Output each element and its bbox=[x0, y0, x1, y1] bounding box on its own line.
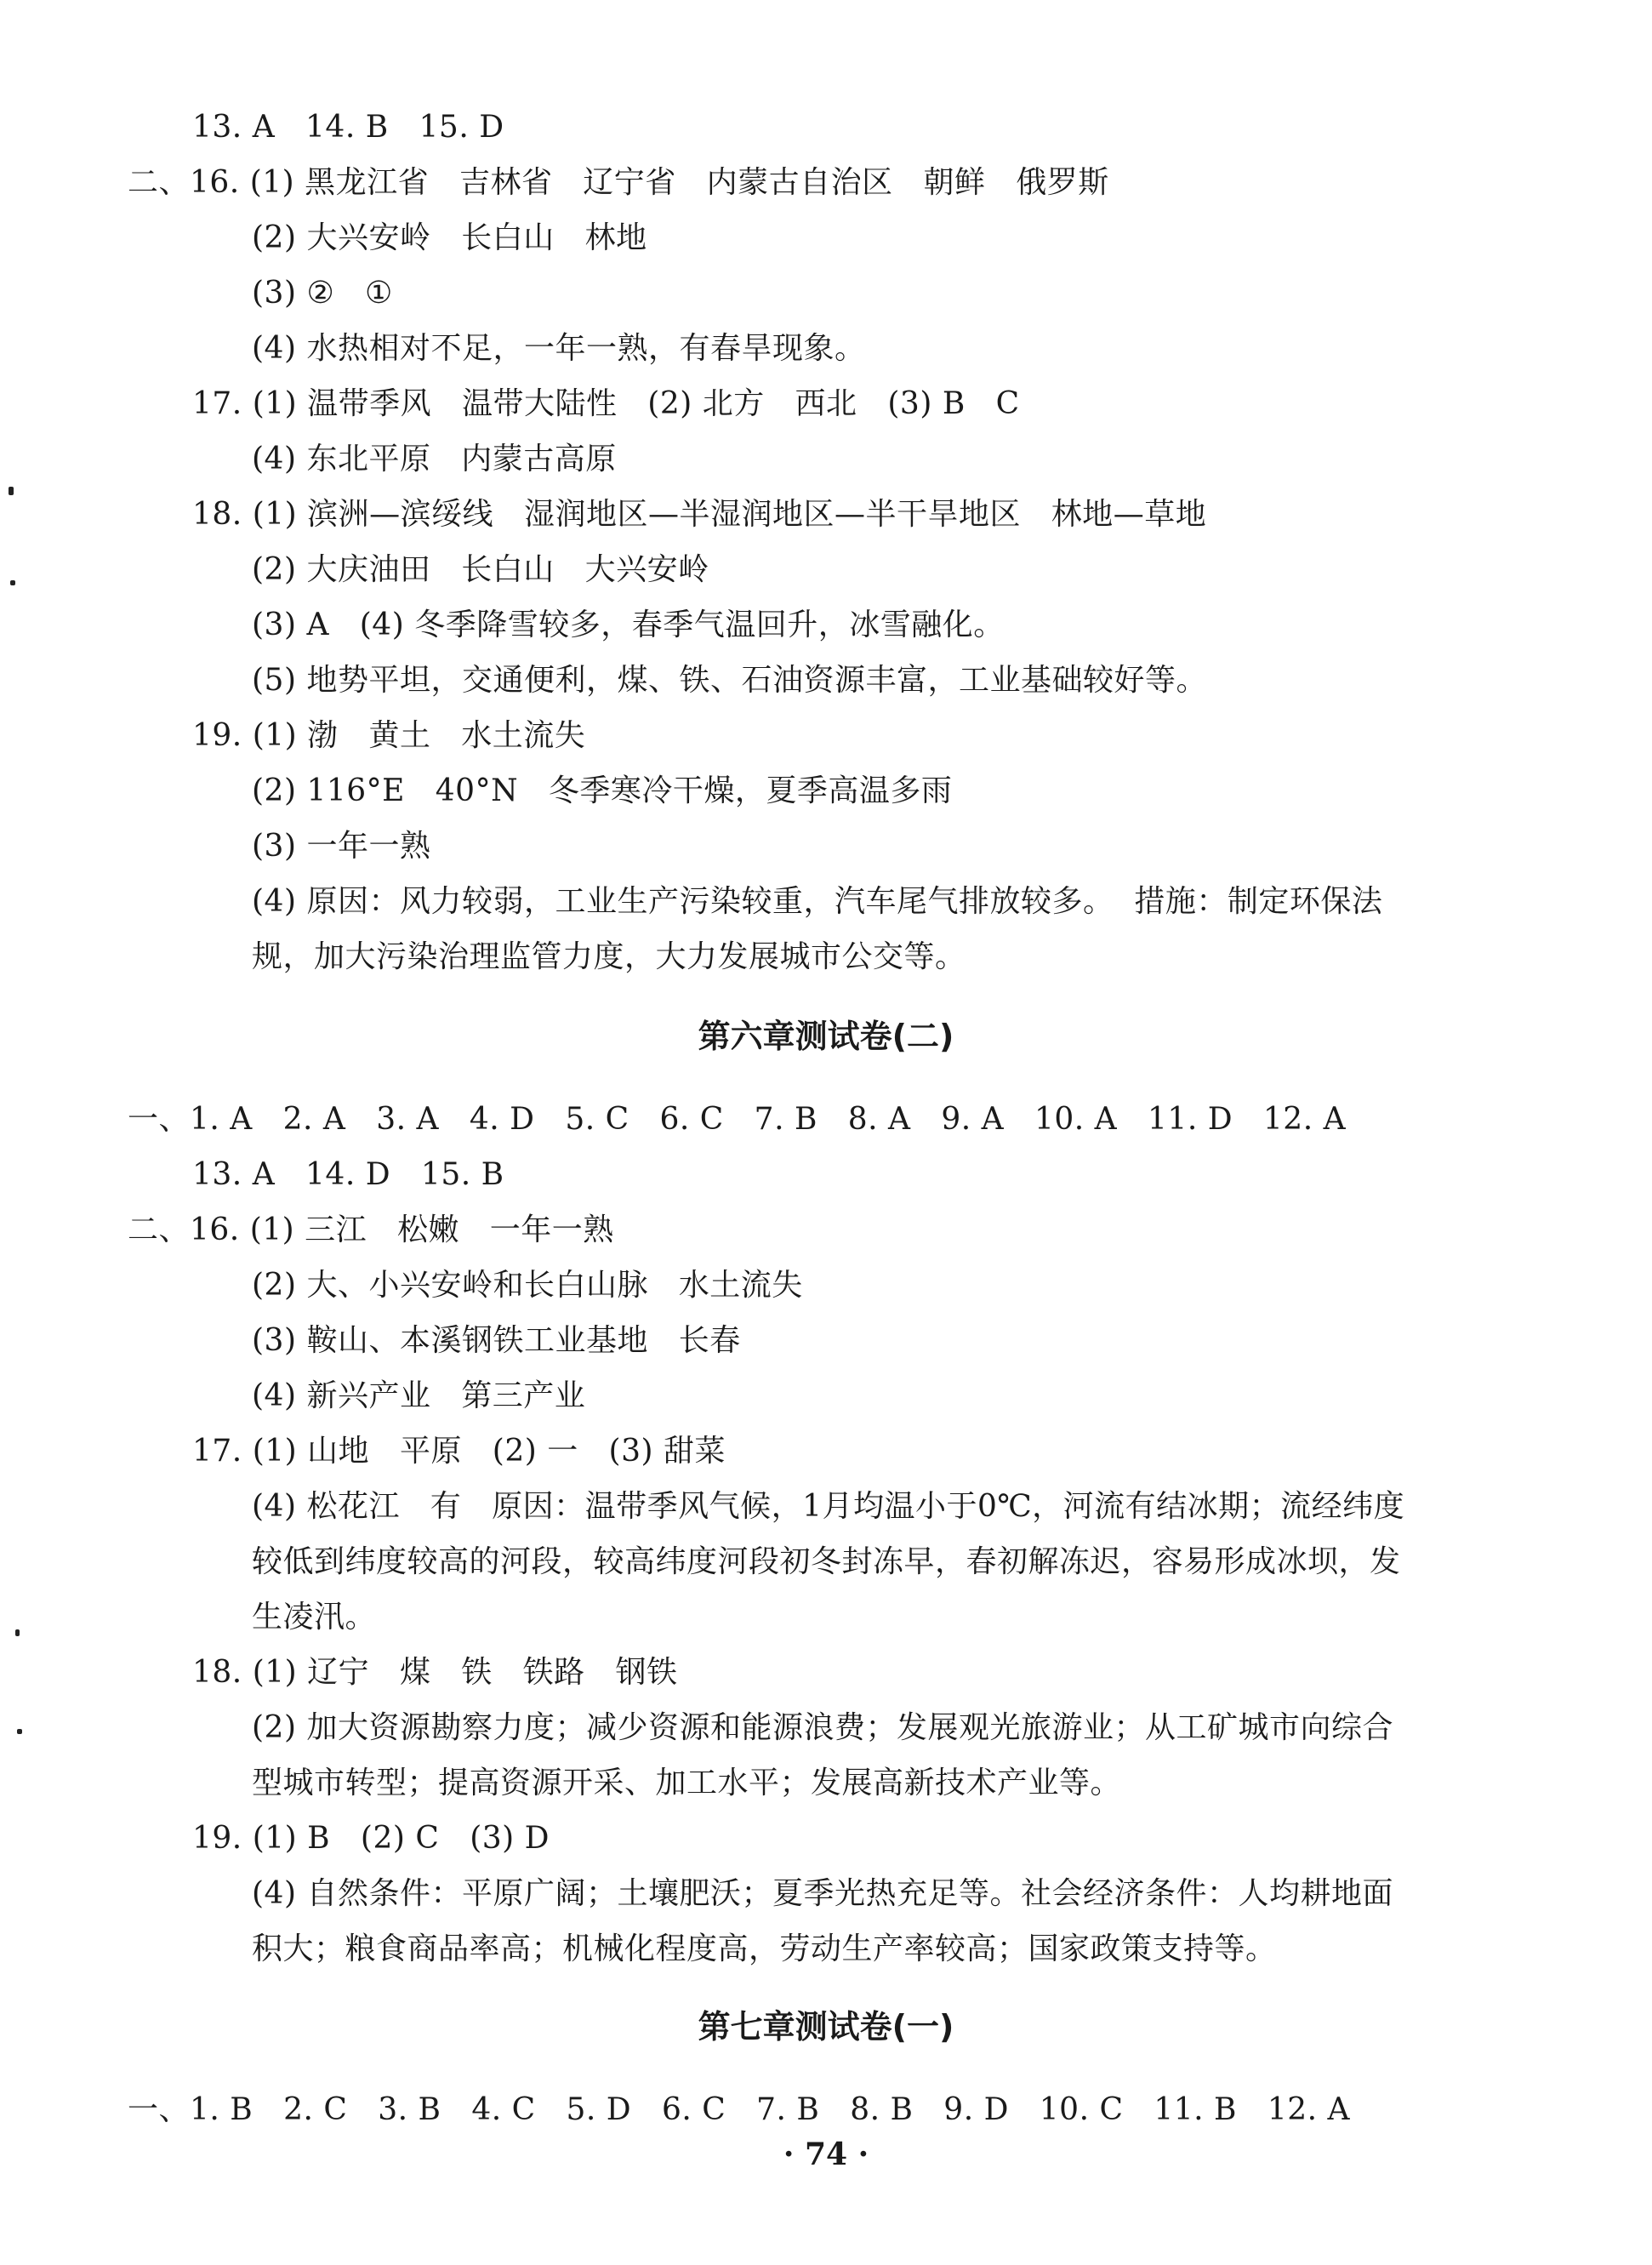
section-heading: 第六章测试卷(二) bbox=[698, 1018, 954, 1055]
answer-line: 二、16. (1) 三江 松嫩 一年一熟 bbox=[128, 1212, 614, 1247]
answer-line: (4) 自然条件：平原广阔；土壤肥沃；夏季光热充足等。社会经济条件：人均耕地面 bbox=[252, 1876, 1393, 1911]
answer-line: (4) 新兴产业 第三产业 bbox=[252, 1378, 586, 1413]
answer-line: 二、16. (1) 黑龙江省 吉林省 辽宁省 内蒙古自治区 朝鲜 俄罗斯 bbox=[128, 165, 1109, 200]
answer-line: 13. A 14. B 15. D bbox=[192, 110, 504, 145]
answer-line: 18. (1) 辽宁 煤 铁 铁路 钢铁 bbox=[192, 1655, 678, 1690]
answer-line: 一、1. A 2. A 3. A 4. D 5. C 6. C 7. B 8. A 9. A 10. A 11. D 12. A bbox=[128, 1102, 1347, 1137]
answer-line: (3) 一年一熟 bbox=[252, 829, 431, 864]
answer-line: (2) 116°E 40°N 冬季寒冷干燥，夏季高温多雨 bbox=[252, 773, 953, 808]
answer-line: (2) 加大资源勘察力度；减少资源和能源浪费；发展观光旅游业；从工矿城市向综合 bbox=[252, 1710, 1393, 1745]
answer-line: (2) 大兴安岭 长白山 林地 bbox=[252, 220, 647, 255]
answer-line: (4) 东北平原 内蒙古高原 bbox=[252, 442, 617, 476]
answer-line: (4) 松花江 有 原因：温带季风气候，1月均温小于0℃，河流有结冰期；流经纬度 bbox=[252, 1489, 1405, 1524]
answer-line: 18. (1) 滨洲—滨绥线 湿润地区—半湿润地区—半干旱地区 林地—草地 bbox=[192, 497, 1207, 532]
answer-line: 17. (1) 温带季风 温带大陆性 (2) 北方 西北 (3) B C bbox=[192, 386, 1020, 421]
answer-line: 一、1. B 2. C 3. B 4. C 5. D 6. C 7. B 8. B 9. D 10. C 11. B 12. A bbox=[128, 2092, 1351, 2127]
answer-line: 积大；粮食商品率高；机械化程度高，劳动生产率较高；国家政策支持等。 bbox=[252, 1931, 1277, 1966]
scan-mark bbox=[17, 1729, 22, 1734]
answer-line: 生凌汛。 bbox=[252, 1600, 377, 1635]
scan-mark bbox=[9, 487, 14, 495]
answer-line: 19. (1) B (2) C (3) D bbox=[192, 1821, 550, 1856]
answer-line: 19. (1) 渤 黄土 水土流失 bbox=[192, 718, 586, 753]
page-number: · 74 · bbox=[783, 2137, 869, 2172]
answer-line: (3) A (4) 冬季降雪较多，春季气温回升，冰雪融化。 bbox=[252, 608, 1005, 642]
answer-line: (2) 大、小兴安岭和长白山脉 水土流失 bbox=[252, 1268, 803, 1303]
answer-line: (4) 原因：风力较弱，工业生产污染较重，汽车尾气排放较多。 措施：制定环保法 bbox=[252, 884, 1383, 919]
answer-line: 规，加大污染治理监管力度，大力发展城市公交等。 bbox=[252, 939, 966, 974]
answer-line: 17. (1) 山地 平原 (2) 一 (3) 甜菜 bbox=[192, 1434, 726, 1469]
answer-line: 型城市转型；提高资源开采、加工水平；发展高新技术产业等。 bbox=[252, 1766, 1122, 1800]
answer-line: (5) 地势平坦，交通便利，煤、铁、石油资源丰富，工业基础较好等。 bbox=[252, 663, 1207, 698]
answer-line: 13. A 14. D 15. B bbox=[192, 1157, 504, 1192]
scan-mark bbox=[15, 1629, 20, 1636]
answer-line: (3) ② ① bbox=[252, 276, 393, 311]
answer-line: (3) 鞍山、本溪钢铁工业基地 长春 bbox=[252, 1323, 741, 1358]
answer-line: (4) 水热相对不足，一年一熟，有春旱现象。 bbox=[252, 331, 866, 366]
section-heading: 第七章测试卷(一) bbox=[698, 2008, 954, 2045]
scan-mark bbox=[10, 580, 15, 585]
answer-line: 较低到纬度较高的河段，较高纬度河段初冬封冻早，春初解冻迟，容易形成冰坝，发 bbox=[252, 1544, 1401, 1579]
answer-line: (2) 大庆油田 长白山 大兴安岭 bbox=[252, 552, 709, 587]
